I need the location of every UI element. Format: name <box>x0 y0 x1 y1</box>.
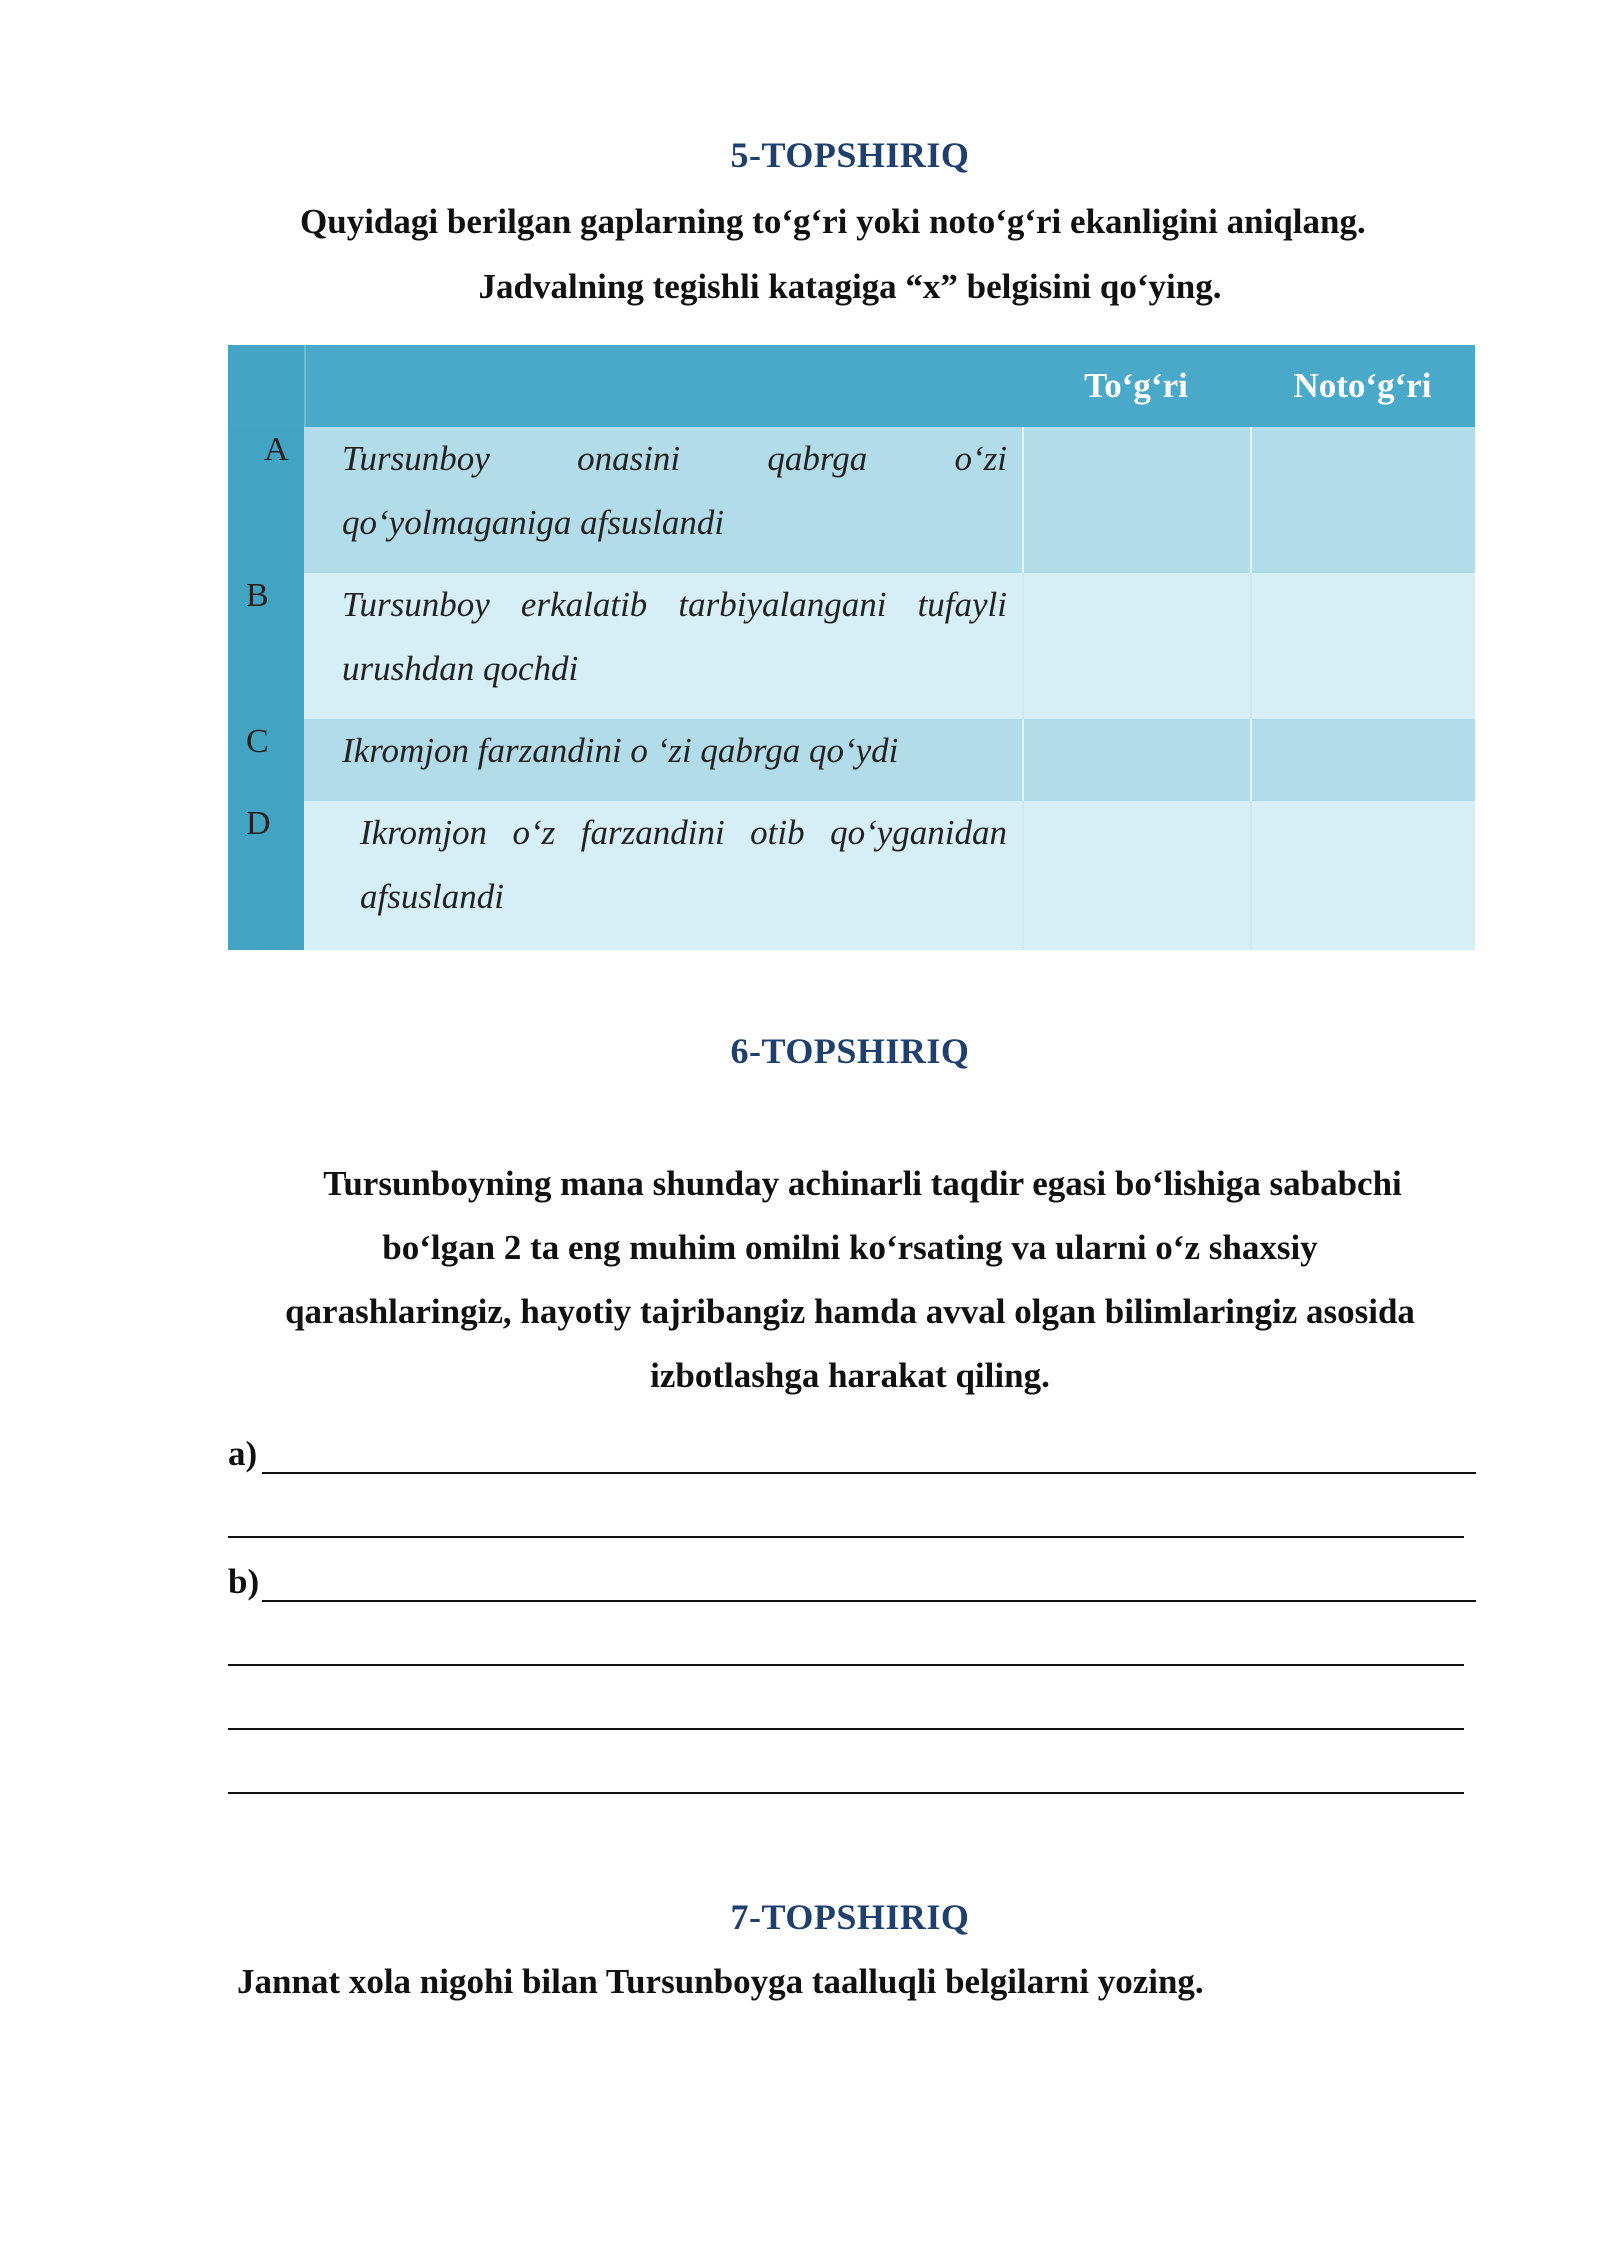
task7-title: 7-TOPSHIRIQ <box>730 1897 970 1937</box>
row-statement <box>304 719 1022 801</box>
answer-cell-true[interactable] <box>1022 427 1250 573</box>
task5-title: 5-TOPSHIRIQ <box>730 135 970 175</box>
table-header-corner <box>228 345 306 427</box>
row-statement <box>304 573 1022 719</box>
row-letter <box>228 427 304 575</box>
task5-instruction-line1: Quyidagi berilgan gaplarning to‘g‘ri yoki noto‘g‘ri ekanligini aniqlang. <box>300 202 1366 241</box>
answer-line-b2[interactable] <box>228 1664 1464 1666</box>
task6-line4: izbotlashga harakat qiling. <box>650 1356 1050 1395</box>
statement-line1: Tursunboy erkalatib tarbiyalangani tufayli <box>342 585 1007 624</box>
answer-cell-true[interactable] <box>1022 719 1250 801</box>
answer-cell-true[interactable] <box>1022 573 1250 719</box>
row-letter <box>228 573 304 721</box>
answer-line-b4[interactable] <box>228 1792 1464 1794</box>
row-letter-text: D <box>246 805 271 842</box>
task7-instruction: Jannat xola nigohi bilan Tursunboyga taalluqli belgilarni yozing. <box>237 1962 1204 2001</box>
column-header-false: Noto‘g‘ri <box>1293 366 1432 405</box>
table-row <box>228 573 1475 719</box>
table-row <box>228 801 1475 950</box>
answer-cell-true[interactable] <box>1022 801 1250 950</box>
row-letter-text: B <box>246 577 269 614</box>
answer-line-b1[interactable] <box>262 1600 1476 1602</box>
task6-line2: bo‘lgan 2 ta eng muhim omilni ko‘rsating va ularni o‘z shaxsiy <box>382 1228 1318 1267</box>
answer-line-a1[interactable] <box>262 1472 1476 1474</box>
answer-cell-false[interactable] <box>1250 719 1475 801</box>
answer-line-a2[interactable] <box>228 1536 1464 1538</box>
answer-line-b3[interactable] <box>228 1728 1464 1730</box>
table-row <box>228 719 1475 801</box>
row-letter-text: C <box>246 723 269 760</box>
statement-line2: qo‘yolmaganiga afsuslandi <box>342 503 725 542</box>
task6-line3: qarashlaringiz, hayotiy tajribangiz hamda avval olgan bilimlaringiz asosida <box>285 1292 1415 1331</box>
row-statement <box>304 801 1022 950</box>
true-false-table <box>228 345 1475 950</box>
answer-label-a: a) <box>228 1434 258 1473</box>
statement-line1: Ikromjon farzandini o ‘zi qabrga qo‘ydi <box>342 731 899 770</box>
row-statement <box>304 427 1022 573</box>
task5-instruction-line2: Jadvalning tegishli katagiga “x” belgisini qo‘ying. <box>478 267 1222 306</box>
answer-label-b: b) <box>228 1562 260 1601</box>
task6-title: 6-TOPSHIRIQ <box>730 1031 970 1071</box>
table-row <box>228 427 1475 573</box>
row-letter <box>228 801 304 950</box>
statement-line2: urushdan qochdi <box>342 649 579 688</box>
row-letter <box>228 719 304 803</box>
answer-cell-false[interactable] <box>1250 427 1475 573</box>
answer-cell-false[interactable] <box>1250 573 1475 719</box>
statement-line1: Tursunboy onasini qabrga o‘zi <box>342 439 1007 478</box>
table-header-row <box>228 345 1475 427</box>
column-header-true: To‘g‘ri <box>1084 366 1188 405</box>
statement-line2: afsuslandi <box>360 877 504 916</box>
statement-line1: Ikromjon o‘z farzandini otib qo‘yganidan <box>360 813 1007 852</box>
row-letter-text: A <box>264 431 289 468</box>
task6-line1: Tursunboyning mana shunday achinarli taqdir egasi bo‘lishiga sababchi <box>323 1164 1402 1203</box>
answer-cell-false[interactable] <box>1250 801 1475 950</box>
